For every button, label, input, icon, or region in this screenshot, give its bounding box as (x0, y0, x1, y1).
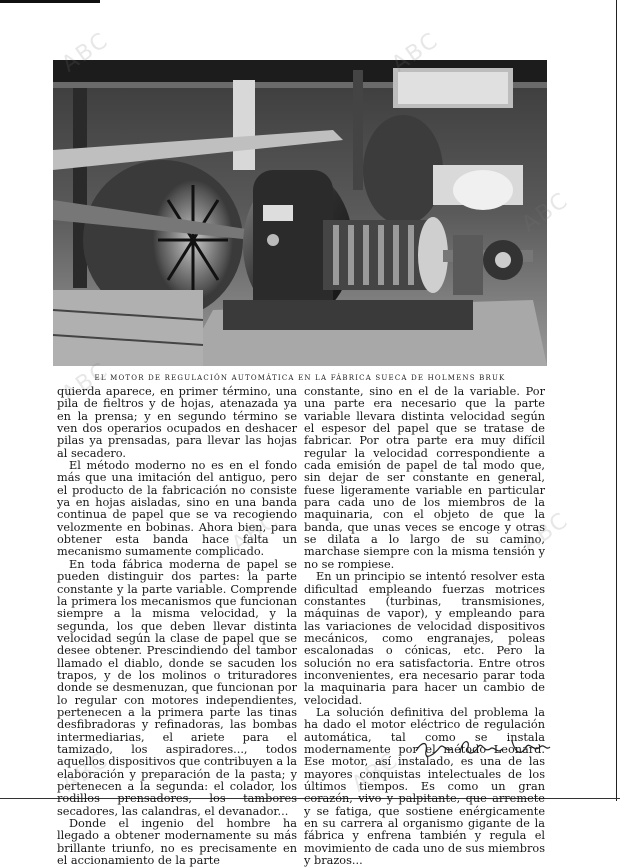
watermark: ABC (57, 357, 114, 408)
watermark: ABC (57, 747, 114, 798)
handwritten-signature-image (412, 733, 552, 761)
article-paragraph: El método moderno no es en el fondo más que una imitación del antiguo, pero el producto de la fabricación no consiste ya en hojas aisladas, sino en una banda continua de papel que se va recogiendo velozmente en bobinas. Ahora bien, para obtener esta banda hace falta un mecanismo sumamente complicado. (57, 459, 297, 559)
photo-caption: EL MOTOR DE REGULACIÓN AUTOMÁTICA EN LA FÁBRICA SUECA DE HOLMENS BRUK (94, 374, 506, 382)
article-paragraph: La solución definitiva del problema la ha dado el motor eléctrico de regulación automática, tal como se instala modernamente por el método Leonard. Ese motor, así instalado, es una de las mayores conquistas intelectuales de los últimos tiempos. Es como un gran corazón, vivo y palpitante, que arremete y se fatiga, que sostiene enérgicamente en su carrera al organismo gigante de la fábrica y enfrena también y regula el movimiento de cada uno de sus miembros y brazos... (304, 705, 545, 867)
page-edge-top (0, 0, 100, 3)
watermark: ABC (517, 507, 574, 558)
watermark: ABC (57, 27, 114, 78)
watermark: ABC (387, 27, 444, 78)
factory-motor-illustration (53, 60, 547, 366)
author-signature (412, 733, 552, 761)
article-paragraph: En toda fábrica moderna de papel se pueden distinguir dos partes: la parte constante y la parte variable. Comprende la primera los mecanismos que funcionan siempre a la misma velocidad, y la segunda, los que deben llevar distinta velocidad según la clase de papel que se desee obtener. Prescindiendo del tambor llamado el diablo, donde se sacuden los trapos, y de los molinos o trituradores donde se desmenuzan, que funcionan por lo regular con motores independientes, pertenecen a la primera parte las tinas desfibradoras y refinadoras, las bombas intermediarias, el ariete para el tamizado, los aspiradores..., todos aquellos dispositivos que contribuyen a la elaboración y preparación de la pasta; y pertenecen a la segunda: el colador, los rodillos prensadores, los tambores secadores, las calandras, el devanador... (57, 557, 298, 818)
article-paragraph: En un principio se intentó resolver esta dificultad empleando fuerzas motrices constantes (turbinas, transmisiones, máquinas de vapor), y empleando para las variaciones de velocidad dispositivos mecánicos, como engranajes, poleas escalonadas o cónicas, etc. Pero la solución no era satisfactoria. Entre otros inconvenientes, era necesario parar toda la maquinaria para hacer un cambio de velocidad. (304, 570, 545, 707)
watermark: ABC (347, 747, 404, 798)
article-paragraph: quierda aparece, en primer término, una pila de fieltros y de hojas, atenazada ya en la prensa; y en segundo término se ven dos operarios ocupados en deshacer pilas ya prensadas, para llevar las hojas al secadero. (57, 385, 297, 460)
article-paragraph: Donde el ingenio del hombre ha llegado a obtener modernamente su más brillante triunfo, no es precisamente en el accionamiento de la parte (57, 817, 297, 867)
factory-motor-photo (53, 60, 547, 366)
article-paragraph: constante, sino en el de la variable. Por una parte era necesario que la parte variable llevara distinta velocidad según el espesor del papel que se tratase de fabricar. Por otra parte era muy difícil regular la velocidad correspondiente a cada emisión de papel de tal modo que, sin dejar de ser constante en general, fuese ligeramente variable en particular para cada uno de los miembros de la maquinaria, con el objeto de que la banda, que unas veces se encoge y otras se dilata a lo largo de su camino, marchase siempre con la misma tensión y no se rompiese. (304, 385, 545, 571)
watermark: ABC (227, 507, 284, 558)
page-edge-right (616, 0, 617, 801)
